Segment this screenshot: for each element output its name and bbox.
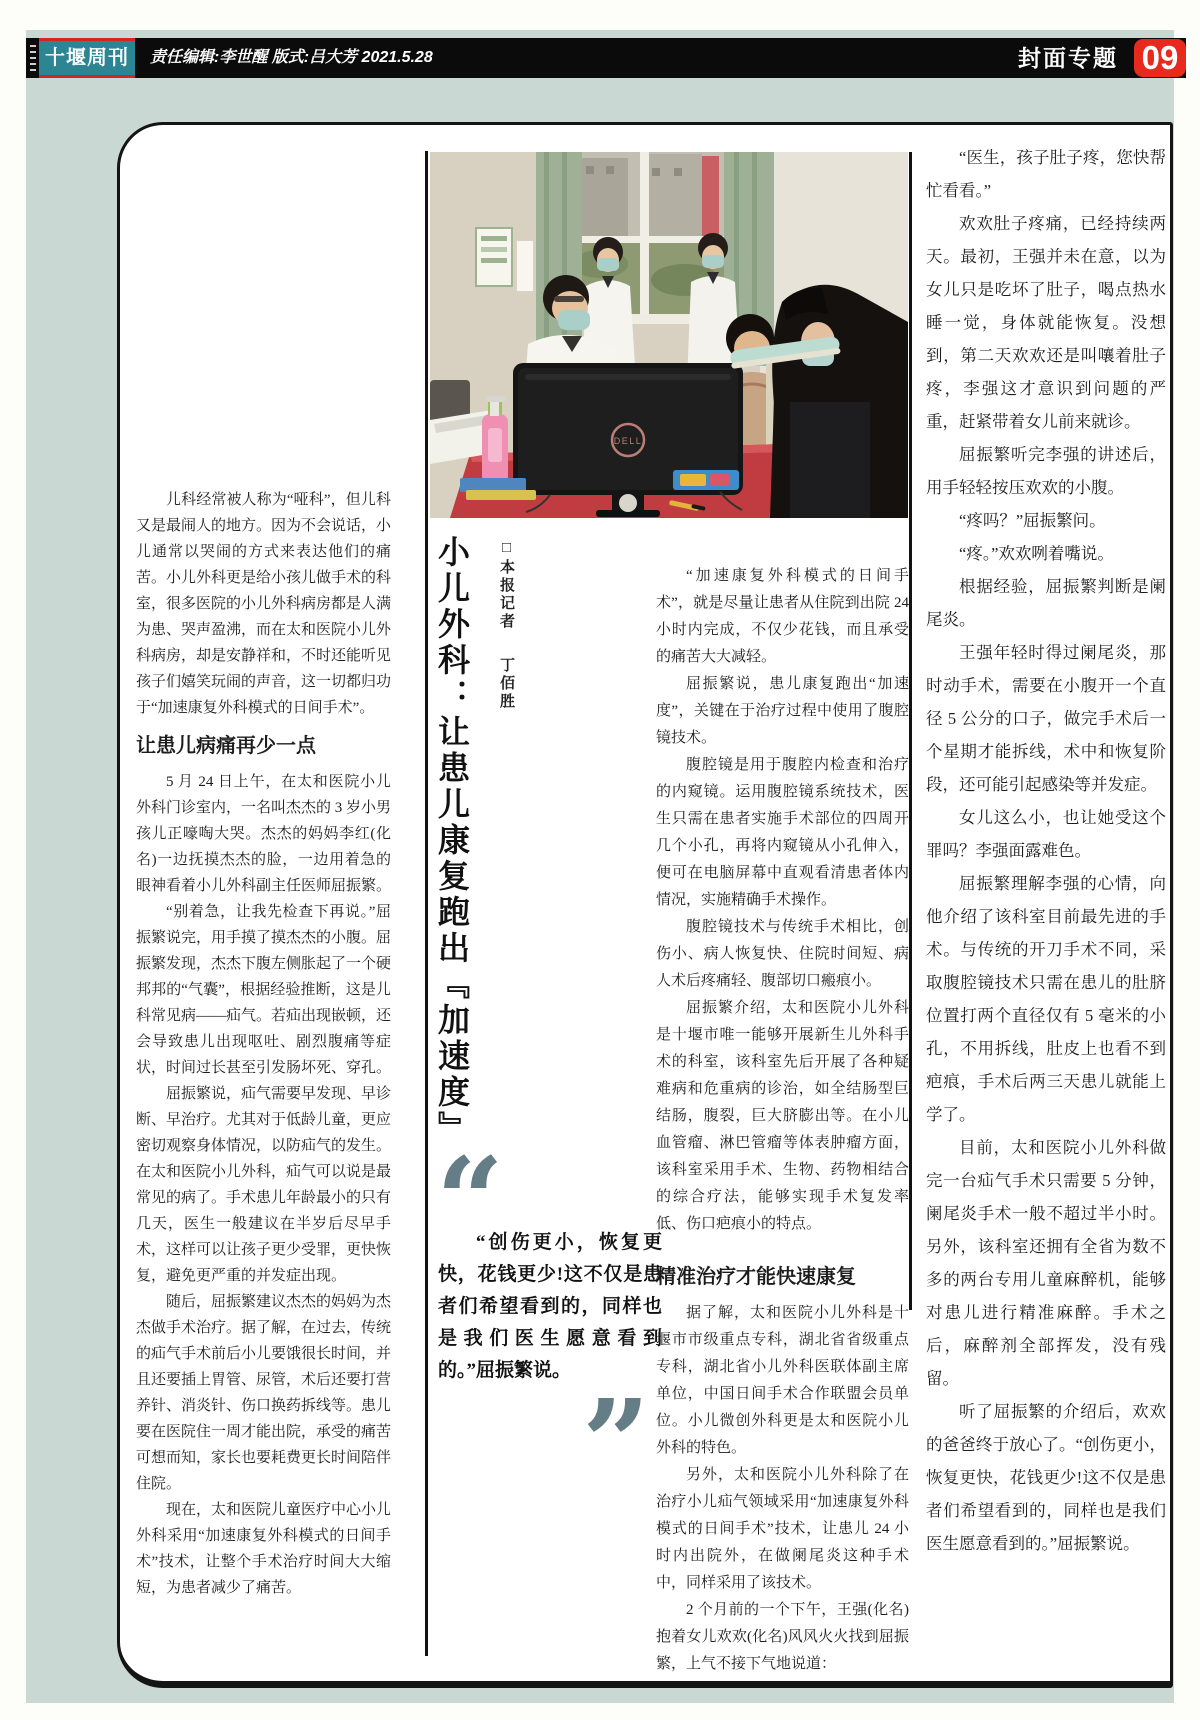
byline — [496, 539, 517, 711]
paragraph: 5 月 24 日上午，在太和医院小儿外科门诊室内，一名叫杰杰的 3 岁小男孩儿正嚎啕大哭。杰杰的妈妈李红(化名)一边抚摸杰杰的脸，一边用着急的眼神看着小儿外科副主任医师屈振繁。 — [136, 774, 392, 894]
section-title: 封面专题 — [1018, 45, 1118, 71]
paragraph: 儿科经常被人称为“哑科”，但儿科又是最闹人的地方。因为不会说话，小儿通常以哭闹的方式来表达他们的痛苦。小儿外科更是给小孩儿做手术的科室，很多医院的小儿外科病房都是人满为患、哭声盈沸，而在太和医院小儿外科病房，却是安静祥和，不时还能听见孩子们嬉笑玩闹的声音，这一切都归功于“加速康复外科模式的日间手术”。 — [136, 492, 392, 716]
paragraph: 目前，太和医院小儿外科做完一台疝气手术只需要 5 分钟，阑尾炎手术一般不超过半小时。另外，该科室还拥有全省为数不多的两台专用儿童麻醉机，能够对患儿进行精准麻醉。手术之后，麻醉剂全部挥发，没有残留。 — [926, 1138, 1166, 1388]
content-card — [117, 122, 1173, 1688]
editor-credit-line: 责任编辑:李世醒 版式:吕大芳 2021.5.28 — [150, 49, 433, 66]
paragraph: 欢欢肚子疼痛，已经持续两天。最初，王强并未在意，以为女儿只是吃坏了肚子，喝点热水睡一觉，身体就能恢复。没想到，第二天欢欢还是叫嚷着肚子疼，李强这才意识到问题的严重，赶紧带着女儿前来就诊。 — [926, 214, 1166, 431]
paragraph: 王强年轻时得过阑尾炎，那时动手术，需要在小腹开一个直径 5 公分的口子，做完手术后一个星期才能拆线，术中和恢复阶段，还可能引起感染等并发症。 — [926, 643, 1166, 794]
paragraph: 现在，太和医院儿童医疗中心小儿外科采用“加速康复外科模式的日间手术”技术，让整个手术治疗时间大大缩短，为患者减少了痛苦。 — [136, 1502, 392, 1596]
open-quote-icon: “ — [436, 1147, 504, 1221]
column-rule-right — [909, 152, 912, 1310]
logo-ticks — [30, 45, 36, 71]
paragraph: 另外，太和医院小儿外科除了在治疗小儿疝气领域采用“加速康复外科模式的日间手术”技术，让患儿 24 小时内出院外，在做阑尾炎这种手术中，同样采用了该技术。 — [656, 1467, 909, 1591]
headline-block — [434, 535, 534, 1185]
right-column — [926, 141, 1166, 1560]
clinic-photo — [430, 152, 908, 518]
byline-name: 丁佰胜 — [498, 657, 515, 711]
masthead-logo: 十堰周刊 — [39, 38, 135, 78]
paragraph: 屈振繁说，疝气需要早发现、早诊断、早治疗。尤其对于低龄儿童，更应密切观察身体情况，以防疝气的发生。在太和医院小儿外科，疝气可以说是最常见的病了。手术患儿年龄最小的只有几天，医生一般建议在半岁后尽早手术，这样可以让孩子更少受罪，更快恢复，避免更严重的并发症出现。 — [136, 1086, 392, 1284]
paragraph: 听了屈振繁的介绍后，欢欢的爸爸终于放心了。“创伤更小，恢复更快，花钱更少!这不仅是患者们希望看到的，同样也是我们医生愿意看到的。”屈振繁说。 — [926, 1402, 1166, 1553]
paragraph: 随后，屈振繁建议杰杰的妈妈为杰杰做手术治疗。据了解，在过去，传统的疝气手术前后小儿要饿很长时间，并且还要插上胃管、尿管，术后还要打营养针、消炎针、伤口换药拆线等。患儿要在医院住一周才能出院，承受的痛苦可想而知，家长也要耗费更长时间陪伴住院。 — [136, 1294, 392, 1492]
paragraph: “医生，孩子肚子疼，您快帮忙看看。” — [926, 148, 1166, 200]
paragraph: 腹腔镜是用于腹腔内检查和治疗的内窥镜。运用腹腔镜系统技术，医生只需在患者实施手术部位的四周开几个小孔，再将内窥镜从小孔伸入，便可在电脑屏幕中直观看清患者体内情况，实施精确手术操作。 — [656, 757, 909, 908]
paragraph: 2 个月前的一个下午，王强(化名)抱着女儿欢欢(化名)风风火火找到屈振繁，上气不接下气地说道： — [656, 1602, 909, 1672]
paragraph: 腹腔镜技术与传统手术相比，创伤小、病人恢复快、住院时间短、病人术后疼痛轻、腹部切口瘢痕小。 — [656, 919, 909, 989]
paragraph: “疼。”欢欢咧着嘴说。 — [959, 544, 1114, 563]
monitor-brand-text: DELL — [613, 436, 643, 446]
header-bar — [26, 38, 1186, 78]
pull-quote-text: “创伤更小，恢复更快，花钱更少!这不仅是患者们希望看到的，同样也是我们医生愿意看到的。”屈振繁说。 — [438, 1232, 662, 1381]
paragraph: “加速康复外科模式的日间手术”，就是尽量让患者从住院到出院 24 小时内完成，不仅少花钱，而且承受的痛苦大大减轻。 — [656, 568, 909, 665]
paragraph: 根据经验，屈振繁判断是阑尾炎。 — [926, 577, 1166, 629]
close-quote-icon: ” — [582, 1389, 650, 1467]
photo-monitor — [513, 363, 743, 517]
left-column — [136, 487, 391, 1601]
paragraph: 据了解，太和医院小儿外科是十堰市市级重点专科，湖北省省级重点专科，湖北省小儿外科医联体副主席单位，中国日间手术合作联盟会员单位。小儿微创外科更是太和医院小儿外科的特色。 — [656, 1305, 909, 1456]
paragraph: “别着急，让我先检查下再说。”屈振繁说完，用手摸了摸杰杰的小腹。屈振繁发现，杰杰下腹左侧胀起了一个硬邦邦的“气囊”，根据经验推断，这是儿科常见病——疝气。若疝出现嵌顿，还会导致患儿出现呕吐、剧烈腹痛等症状，时间过长甚至引发肠坏死、穿孔。 — [136, 904, 392, 1076]
pull-quote — [436, 1147, 664, 1467]
article-title: 小儿外科：让患儿康复跑出『加速度』 — [434, 535, 470, 1147]
middle-column — [656, 563, 909, 1678]
paragraph: “疼吗？”屈振繁问。 — [959, 511, 1106, 530]
paragraph: 屈振繁说，患儿康复跑出“加速度”，关键在于治疗过程中使用了腹腔镜技术。 — [656, 676, 909, 746]
paragraph: 女儿这么小，也让她受这个罪吗？李强面露难色。 — [926, 808, 1166, 860]
photo-parent — [770, 285, 908, 518]
paragraph: 屈振繁介绍，太和医院小儿外科是十堰市唯一能够开展新生儿外科手术的科室，该科室先后开展了各种疑难病和危重病的诊治，如全结肠型巨结肠，腹裂，巨大脐膨出等。在小儿血管瘤、淋巴管瘤等体表肿瘤方面，该科室采用手术、生物、药物相结合的综合疗法，能够实现手术复发率低、伤口疤痕小的特点。 — [656, 1000, 909, 1232]
byline-prefix: □本报记者 — [498, 539, 515, 631]
subhead-left: 让患儿病痛再少一点 — [136, 735, 316, 757]
paragraph: 屈振繁理解李强的心情，向他介绍了该科室目前最先进的手术。与传统的开刀手术不同，采取腹腔镜技术只需在患儿的肚脐位置打两个直径仅有 5 毫米的小孔，不用拆线，肚皮上也看不到疤痕，手术后两三天患儿就能上学了。 — [926, 874, 1166, 1124]
column-rule-left — [425, 151, 428, 1656]
page-number-badge: 09 — [1134, 39, 1186, 77]
subhead-middle: 精准治疗才能快速康复 — [656, 1266, 856, 1288]
paragraph: 屈振繁听完李强的讲述后，用手轻轻按压欢欢的小腹。 — [926, 445, 1166, 497]
